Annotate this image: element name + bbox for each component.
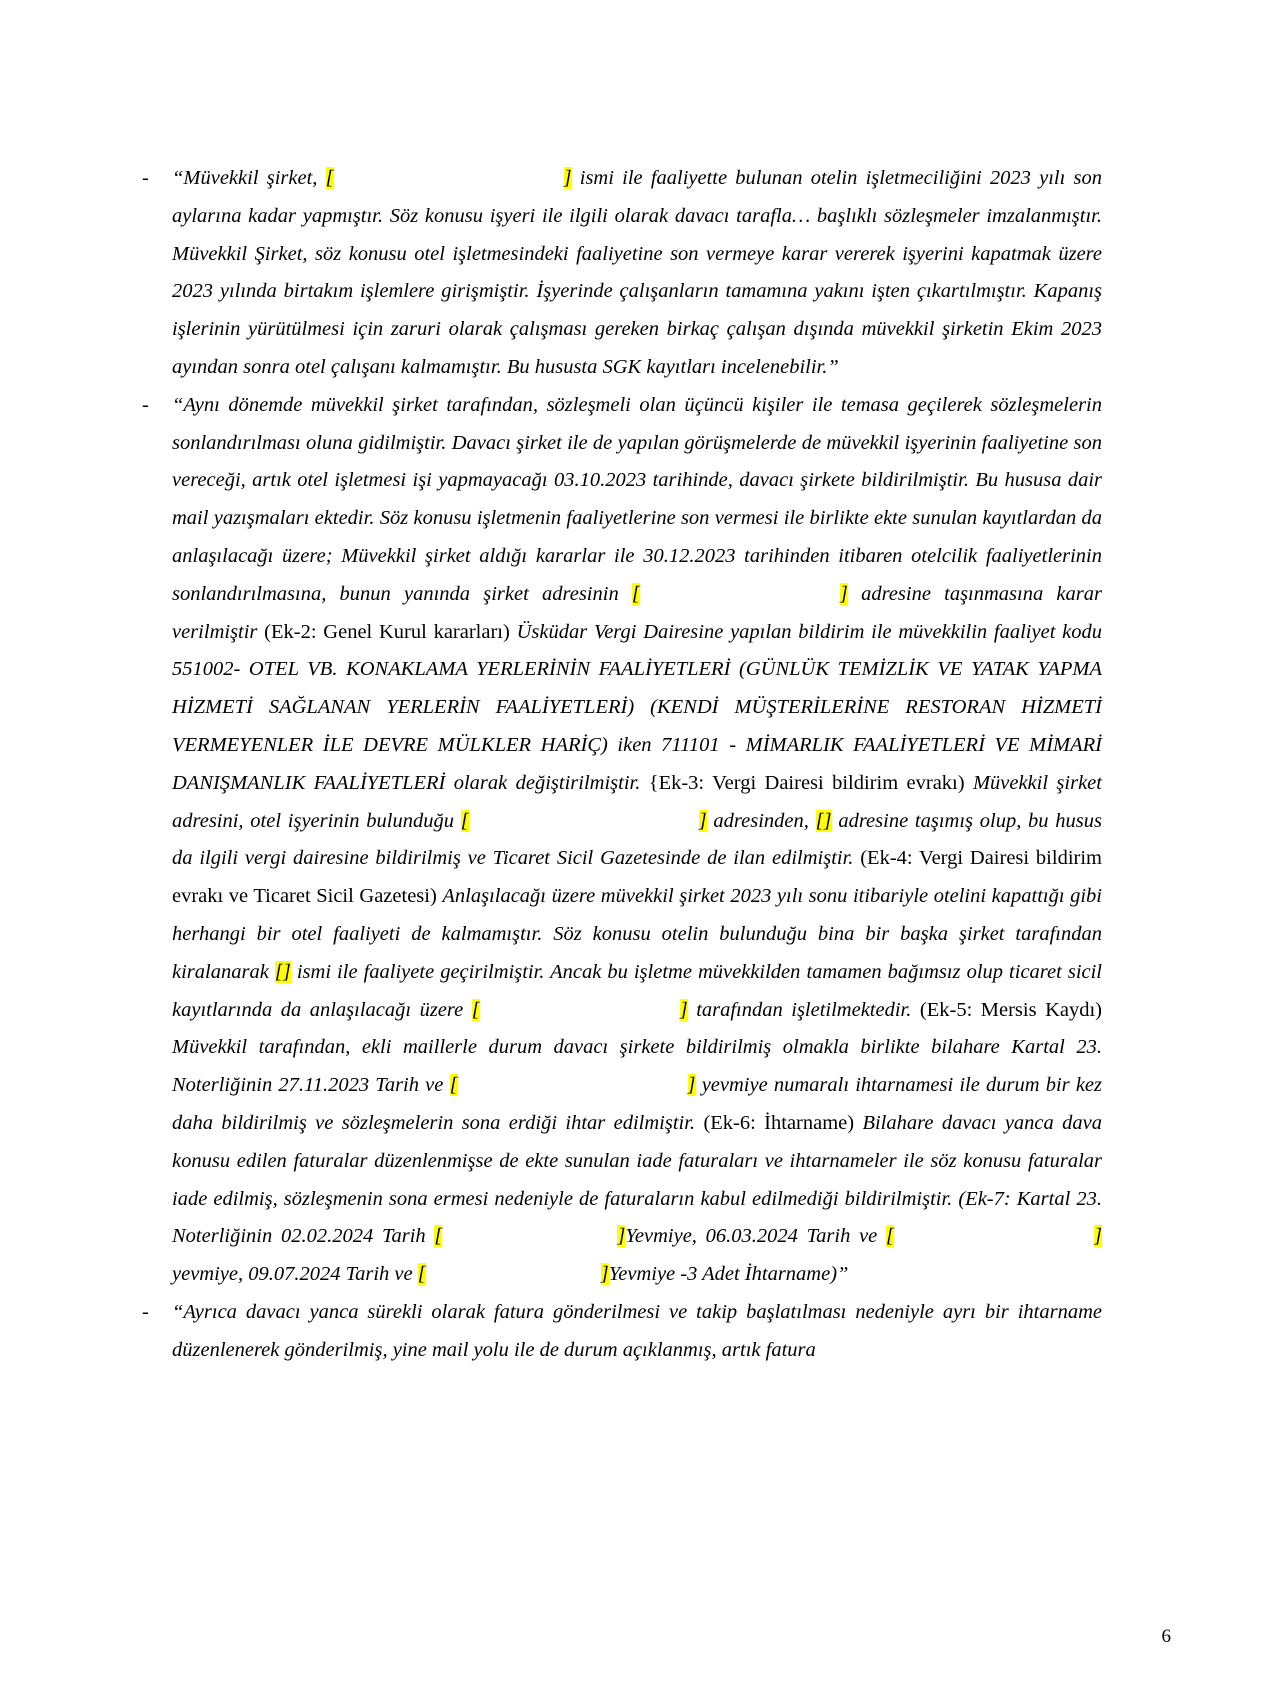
text-run: adresine taşımış olup, bu husus da ilgili vergi dairesine bildirilmiş ve Ticaret Sicil Gazetesinde de ilan edilmiştir.: [172, 809, 1102, 870]
paragraph-text: [172, 160, 1102, 387]
bullet-marker: -: [142, 393, 149, 416]
text-run: Yevmiye -3 Adet İhtarname)”: [608, 1263, 849, 1286]
list-item: [136, 387, 1102, 1294]
text-run: Müvekkil şirket adresini, otel işyerinin bulunduğu: [172, 771, 1102, 832]
redacted-blank: [: [631, 582, 640, 605]
text-run: tarafından işletilmektedir.: [687, 998, 920, 1021]
text-run: Müvekkil tarafından, ekli maillerle durum davacı şirkete bildirilmiş olmakla birlikte bilahare Kartal 23. Noterliğinin 27.11.2023 Tarih ve: [172, 1036, 1102, 1097]
text-run: (Ek-2: Genel Kurul kararları): [264, 620, 517, 643]
text-run: “Ayrıca davacı yanca sürekli olarak fatura gönderilmesi ve takip başlatılması nedeniyle ayrı bir ihtarname düzenlenerek gönderilmiş, yine mail yolu ile de durum açıklanmış, artık fatura: [172, 1300, 1102, 1361]
paragraph-text: [172, 387, 1102, 1294]
text-run: yevmiye numaralı ihtarnamesi ile durum bir kez daha bildirilmiş ve sözleşmelerin sona erdiği ihtar edilmiştir.: [172, 1074, 1102, 1134]
text-run: Anlaşılacağı üzere müvekkil şirket 2023 yılı sonu itibariyle otelini kapattığı gibi herhangi bir otel faaliyeti de kalmamıştır. Söz konusu otelin bulunduğu bina bir başka şirket tarafından kiralanarak: [172, 885, 1102, 983]
text-run: ismi ile faaliyette bulunan otelin işletmeciliğini 2023 yılı son aylarına kadar yapmıştır. Söz konusu işyeri ile ilgili olarak davacı tarafla… başlıklı sözleşmeler imzalanmıştır. Müvekkil Şirket, söz konusu otel işletmesindeki faaliyetine son vermeye karar vererek işyerini kapatmak üzere 2023 yılında birtakım işlemlere girişmiştir. İşyerinde çalışanların tamamına yakını işten çıkartılmıştır. Kapanış işlerinin yürütülmesi için zaruri olarak çalışması gereken birkaç çalışan dışında müvekkil şirketin Ekim 2023 ayından sonra otel çalışanı kalmamıştır. Bu hususta SGK kayıtları incelenebilir.”: [172, 167, 1102, 378]
text-run: (Ek-6: İhtarname): [703, 1111, 863, 1134]
text-run: Yevmiye, 06.03.2024 Tarih ve: [625, 1225, 887, 1248]
redacted-blank: ]: [617, 1225, 626, 1248]
text-run: “Müvekkil şirket,: [172, 167, 326, 189]
redacted-blank: [: [471, 998, 480, 1021]
text-run: adresine taşınmasına karar verilmiştir: [172, 582, 1102, 643]
redacted-blank: ]: [282, 960, 291, 983]
text-run: Bilahare davacı yanca dava konusu edilen faturalar düzenlenmişse de ekte sunulan iade faturaları ve ihtarnameler ile söz konusu faturalar iade edilmiş, sözleşmenin sona ermesi nedeniyle de faturaların kabul edilmediği bildirilmiştir. (Ek-7: Kartal 23. Noterliğinin 02.02.2024 Tarih: [172, 1111, 1102, 1248]
redacted-blank: ]: [600, 1263, 609, 1286]
page-number: 6: [1161, 1626, 1171, 1647]
text-run: adresinden,: [706, 809, 816, 832]
redacted-blank: ]: [1094, 1225, 1102, 1248]
redacted-blank: [: [815, 809, 824, 832]
redacted-blank: [: [434, 1225, 443, 1248]
redacted-blank: ]: [839, 582, 848, 605]
paragraph-text: [172, 1294, 1102, 1370]
redacted-blank: ]: [679, 998, 688, 1021]
text-run: “Aynı dönemde müvekkil şirket tarafından, sözleşmeli olan üçüncü kişiler ile temasa geçilerek sözleşmelerin sonlandırılması oluna gidilmiştir. Davacı şirket ile de yapılan görüşmelerde de müvekkil işyerinin faaliyetine son vereceği, artık otel işletmesi işi yapmayacağı 03.10.2023 tarihinde, davacı şirkete bildirilmiştir. Bu hususa dair mail yazışmaları ektedir. Söz konusu işletmenin faaliyetlerine son vermesi ile birlikte ekte sunulan kayıtlardan da anlaşılacağı üzere; Müvekkil şirket aldığı kararlar ile 30.12.2023 tarihinden itibaren otelcilik faaliyetlerinin sonlandırılmasına, bunun yanında şirket adresinin: [172, 393, 1102, 605]
redacted-blank: ]: [823, 809, 832, 832]
redacted-blank: ]: [698, 809, 707, 832]
redacted-blank: ]: [687, 1074, 696, 1097]
bullet-marker: -: [142, 167, 149, 189]
redacted-blank: [: [325, 167, 334, 189]
text-run: Üsküdar Vergi Dairesine yapılan bildirim ile müvekkilin faaliyet kodu 551002- OTEL VB. KONAKLAMA YERLERİNİN FAALİYETLERİ (GÜNLÜK TEMİZLİK VE YATAK YAPMA HİZMETİ SAĞLANAN YERLERİN FAALİYETLERİ) (KENDİ MÜŞTERİLERİNE RESTORAN HİZMETİ VERMEYENLER İLE DEVRE MÜLKLER HARİÇ) iken 711101 - MİMARLIK FAALİYETLERİ VE MİMARİ DANIŞMANLIK FAALİYETLERİ olarak değiştirilmiştir.: [172, 620, 1103, 794]
text-run: ismi ile faaliyete geçirilmiştir. Ancak bu işletme müvekkilden tamamen bağımsız olup ticaret sicil kayıtlarında da anlaşılacağı üzere: [172, 960, 1103, 1021]
document-body: [136, 160, 1102, 1370]
text-run: yevmiye, 09.07.2024 Tarih ve: [172, 1263, 418, 1286]
text-run: {Ek-3: Vergi Dairesi bildirim evrakı): [648, 771, 973, 794]
redacted-blank: [: [417, 1263, 426, 1286]
redacted-blank: ]: [563, 167, 572, 189]
text-run: (Ek-5: Mersis Kaydı): [919, 998, 1102, 1021]
list-item: [136, 1294, 1102, 1370]
redacted-blank: [: [449, 1074, 458, 1097]
redacted-blank: [: [886, 1225, 895, 1248]
list-item: [136, 160, 1102, 387]
redacted-blank: [: [274, 960, 283, 983]
bullet-marker: -: [142, 1300, 149, 1323]
text-run: (Ek-4: Vergi Dairesi bildirim evrakı ve Ticaret Sicil Gazetesi): [172, 847, 1102, 908]
redacted-blank: [: [460, 809, 469, 832]
